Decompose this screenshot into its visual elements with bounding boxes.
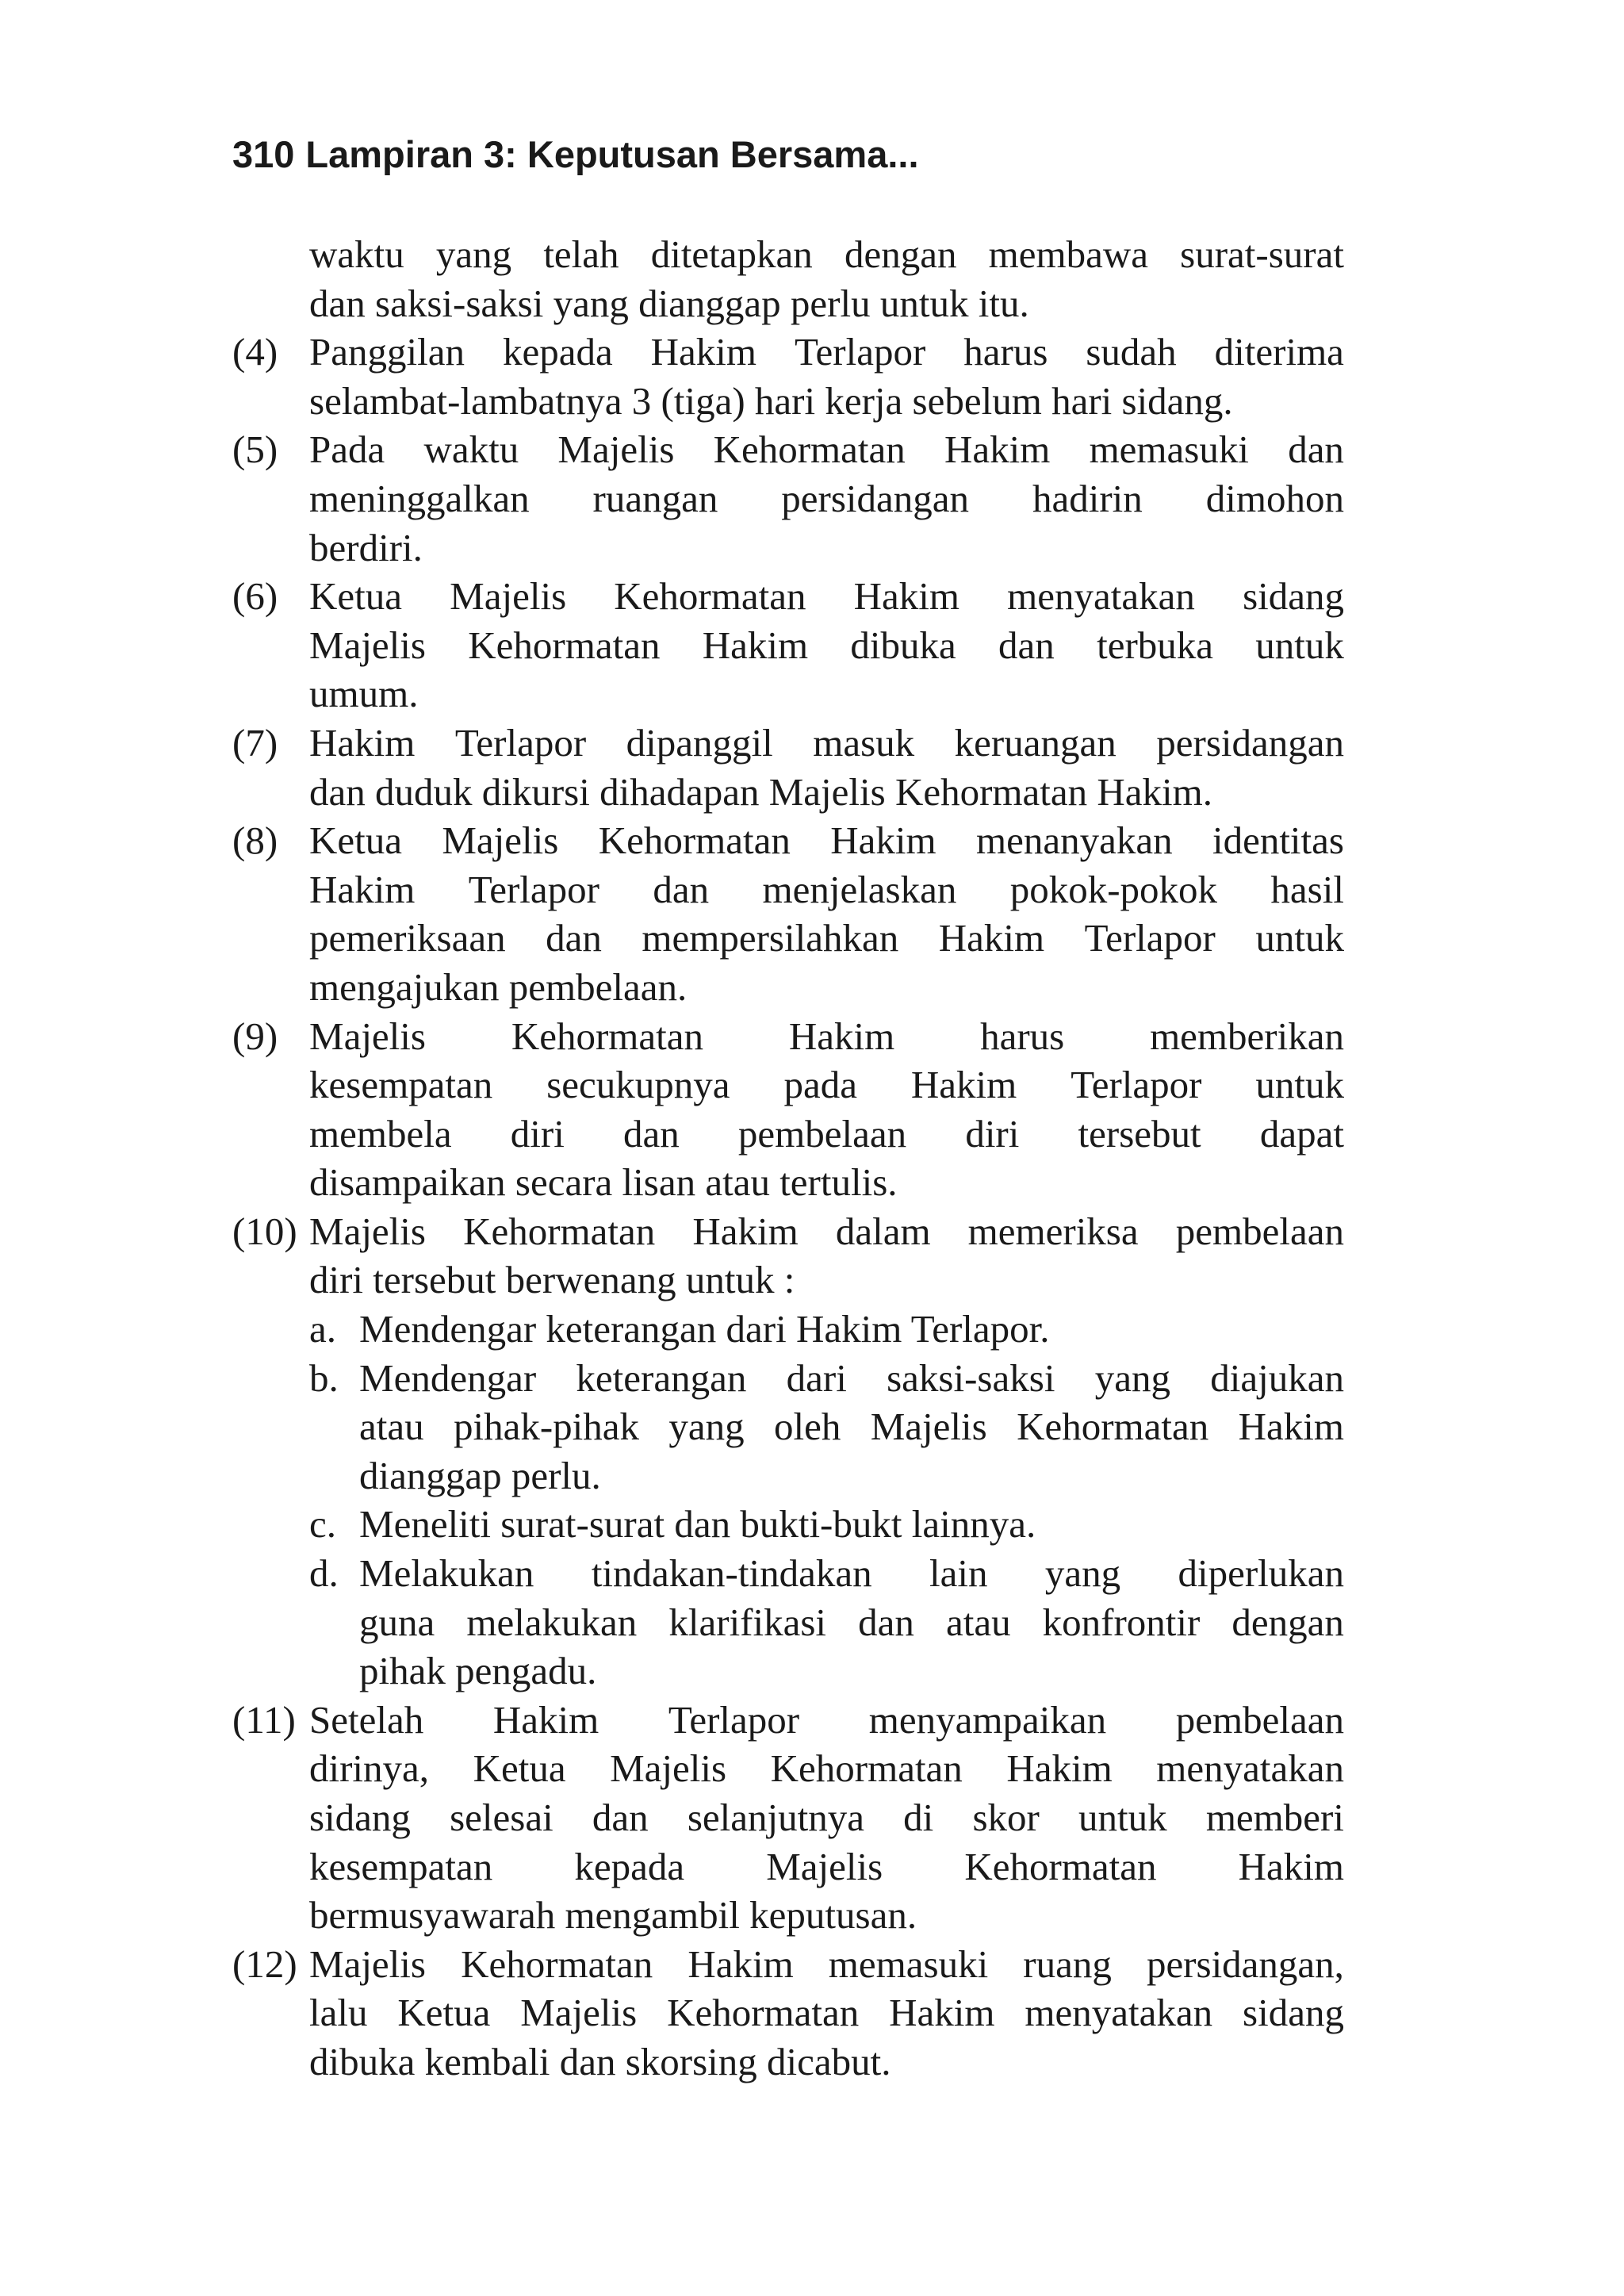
text-line: pihak pengadu. [359, 1649, 597, 1693]
word: dengan [844, 232, 957, 276]
word: Hakim [1238, 1405, 1344, 1449]
word: Hakim [692, 1209, 799, 1253]
word: dapat [1259, 1111, 1344, 1156]
paragraph-7 [232, 719, 1344, 816]
text-line [232, 1060, 1344, 1110]
word: waktu [423, 427, 519, 472]
text-line: umum. [309, 672, 419, 716]
running-title: Lampiran 3: Keputusan Bersama... [305, 133, 919, 175]
word: Terlapor [468, 867, 599, 911]
paragraph-number: (4) [232, 330, 278, 374]
paragraph-4 [232, 328, 1344, 425]
word: Ketua [473, 1746, 566, 1791]
text-line: selambat-lambatnya 3 (tiga) hari kerja sebelum hari sidang. [309, 378, 1233, 423]
word: ruang [1023, 1941, 1112, 1986]
subitem-b [232, 1354, 1344, 1501]
word: masuk [813, 720, 915, 765]
word: yang [1044, 1551, 1121, 1596]
subitem-a [232, 1305, 1344, 1354]
word: Hakim [853, 574, 960, 619]
word: dalam [835, 1209, 931, 1253]
word: Hakim [688, 1941, 794, 1986]
subitem-letter: d. [309, 1551, 339, 1596]
word: Hakim [492, 1697, 599, 1742]
word: pada [783, 1063, 857, 1107]
word: keterangan [576, 1355, 747, 1400]
word: Kehormatan [667, 1991, 860, 2035]
word: Majelis [557, 427, 675, 472]
paragraph-number: (12) [232, 1941, 297, 1986]
word: skor [972, 1796, 1040, 1839]
word: yang [668, 1405, 745, 1449]
word: selanjutnya [687, 1796, 864, 1839]
word: pokok-pokok [1009, 867, 1218, 911]
word: memasuki [828, 1941, 989, 1986]
subitem-d [232, 1549, 1344, 1696]
word: Majelis [870, 1405, 987, 1449]
word: atau [359, 1405, 424, 1449]
text-line [232, 719, 1344, 768]
word: yang [435, 232, 512, 276]
word: pembelaan [737, 1111, 907, 1156]
paragraph-number: (11) [232, 1697, 296, 1742]
word: dari [786, 1355, 847, 1400]
paragraph-10 [232, 1207, 1344, 1696]
word: persidangan [1156, 720, 1344, 765]
text-line: dan saksi-saksi yang dianggap perlu untuk itu. [309, 281, 1029, 325]
word: dan [592, 1796, 649, 1839]
word: Ketua [309, 818, 402, 863]
word: ruangan [592, 476, 718, 520]
word: diajukan [1210, 1355, 1344, 1400]
paragraph-continuation [232, 230, 1344, 328]
word: ditetapkan [650, 232, 813, 276]
word: untuk [1255, 623, 1344, 667]
word: keruangan [954, 720, 1116, 765]
page-number: 310 [232, 133, 295, 175]
word: Ketua [397, 1991, 491, 2035]
word: klarifikasi [668, 1600, 827, 1644]
word: memasuki [1089, 427, 1249, 472]
word: harus [980, 1014, 1065, 1058]
word: kepada [502, 330, 613, 374]
word: Hakim [702, 623, 809, 667]
word: konfrontir [1042, 1600, 1201, 1644]
word: Majelis [309, 623, 426, 667]
text-line: mengajukan pembelaan. [309, 964, 688, 1009]
word: Melakukan [359, 1551, 534, 1596]
word: membawa [988, 232, 1148, 276]
text-line [232, 1354, 1344, 1403]
subitem-c [232, 1500, 1344, 1549]
paragraph-6 [232, 572, 1344, 719]
word: Majelis [520, 1991, 638, 2035]
word: dan [546, 916, 602, 960]
word: memberikan [1150, 1014, 1344, 1058]
word: guna [359, 1600, 435, 1644]
word: Majelis [309, 1941, 426, 1986]
word: dirinya, [309, 1746, 430, 1791]
word: Hakim [309, 720, 416, 765]
word: dipanggil [626, 720, 773, 765]
word: pembelaan [1175, 1209, 1344, 1253]
word: pemeriksaan [309, 916, 506, 960]
word: dimohon [1205, 476, 1344, 520]
text-line: dibuka kembali dan skorsing dicabut. [309, 2039, 891, 2083]
word: Kehormatan [468, 623, 661, 667]
word: Terlapor [668, 1697, 800, 1742]
text-line [232, 1988, 1344, 2037]
word: Hakim [1238, 1844, 1344, 1888]
paragraph-12 [232, 1940, 1344, 2087]
word: melakukan [466, 1600, 638, 1644]
text-line [232, 1744, 1344, 1793]
word: waktu [309, 232, 404, 276]
text-line: berdiri. [309, 525, 423, 569]
text-line [232, 1940, 1344, 1989]
word: hasil [1270, 867, 1344, 911]
word: harus [963, 330, 1048, 374]
paragraph-9 [232, 1012, 1344, 1207]
word: memeriksa [967, 1209, 1139, 1253]
paragraph-11 [232, 1696, 1344, 1940]
paragraph-number: (10) [232, 1209, 297, 1253]
word: Kehormatan [1017, 1405, 1209, 1449]
word: Hakim [650, 330, 757, 374]
word: Terlapor [795, 330, 926, 374]
word: Majelis [442, 818, 559, 863]
word: sudah [1086, 330, 1177, 374]
word: dan [858, 1600, 914, 1644]
text-line [232, 1012, 1344, 1061]
word: Kehormatan [511, 1014, 704, 1058]
word: Kehormatan [770, 1746, 963, 1791]
word: untuk [1255, 916, 1344, 960]
word: Majelis [309, 1014, 426, 1058]
text-line [232, 1598, 1344, 1647]
text-line [232, 1696, 1344, 1745]
text-line: Meneliti surat-surat dan bukti-bukt lainnya. [359, 1502, 1036, 1547]
word: surat-surat [1180, 232, 1344, 276]
subitem-letter: b. [309, 1355, 339, 1400]
word: Hakim [889, 1991, 995, 2035]
word: kesempatan [309, 1844, 493, 1888]
word: telah [543, 232, 619, 276]
word: sidang [309, 1796, 411, 1839]
word: dan [653, 867, 710, 911]
word: Kehormatan [463, 1209, 656, 1253]
word: Hakim [830, 818, 936, 863]
word: sidang [1243, 574, 1344, 619]
word: Hakim [1006, 1746, 1113, 1791]
word: Hakim [910, 1063, 1017, 1107]
word: Setelah [309, 1697, 424, 1742]
word: selesai [450, 1796, 553, 1839]
word: saksi-saksi [887, 1355, 1055, 1400]
word: Pada [309, 427, 385, 472]
text-line [232, 572, 1344, 621]
text-line [232, 1207, 1344, 1256]
word: Majelis [309, 1209, 426, 1253]
text-line: disampaikan secara lisan atau tertulis. [309, 1160, 898, 1205]
text-line [232, 1549, 1344, 1598]
text-line [232, 816, 1344, 865]
word: persidangan [781, 476, 970, 520]
word: dengan [1231, 1600, 1344, 1644]
word: menyatakan [1025, 1991, 1213, 2035]
word: oleh [774, 1405, 841, 1449]
text-line [232, 474, 1344, 523]
subitem-letter: c. [309, 1502, 336, 1547]
word: menyampaikan [868, 1697, 1107, 1742]
word: Hakim [938, 916, 1045, 960]
word: Kehormatan [461, 1941, 653, 1986]
word: memberi [1205, 1796, 1344, 1839]
text-line: bermusyawarah mengambil keputusan. [309, 1893, 917, 1938]
text-line [232, 1110, 1344, 1159]
word: Terlapor [1071, 1063, 1202, 1107]
word: meninggalkan [309, 476, 530, 520]
word: diterima [1214, 330, 1344, 374]
word: Ketua [309, 574, 402, 619]
word: menanyakan [975, 818, 1173, 863]
word: menyatakan [1156, 1746, 1344, 1791]
word: kepada [574, 1844, 685, 1888]
word: Kehormatan [713, 427, 906, 472]
word: dan [1288, 427, 1344, 472]
word: Kehormatan [614, 574, 806, 619]
word: Panggilan [309, 330, 465, 374]
text-line [232, 865, 1344, 914]
running-header [232, 127, 919, 182]
text-line [232, 230, 1344, 279]
word: sidang [1243, 1991, 1344, 2035]
word: mempersilahkan [642, 916, 899, 960]
text-line [232, 1402, 1344, 1451]
paragraph-number: (5) [232, 427, 278, 472]
paragraph-number: (6) [232, 574, 278, 619]
word: secukupnya [546, 1063, 730, 1107]
text-line: dan duduk dikursi dihadapan Majelis Kehormatan Hakim. [309, 769, 1212, 814]
word: di [903, 1796, 934, 1839]
word: terbuka [1097, 623, 1214, 667]
word: Hakim [944, 427, 1051, 472]
subitem-letter: a. [309, 1307, 336, 1351]
word: membela [309, 1111, 452, 1156]
word: menyatakan [1007, 574, 1195, 619]
paragraph-5 [232, 425, 1344, 572]
paragraph-number: (9) [232, 1014, 278, 1058]
word: yang [1094, 1355, 1170, 1400]
word: Terlapor [1084, 916, 1216, 960]
text-line: dianggap perlu. [359, 1453, 601, 1497]
word: untuk [1078, 1796, 1167, 1839]
word: diperlukan [1178, 1551, 1344, 1596]
text-line [232, 1793, 1344, 1842]
text-line [232, 328, 1344, 377]
word: tindakan-tindakan [591, 1551, 872, 1596]
word: diri [965, 1111, 1020, 1156]
word: lain [929, 1551, 988, 1596]
word: Majelis [450, 574, 567, 619]
word: untuk [1255, 1063, 1344, 1107]
word: dibuka [850, 623, 956, 667]
word: dan [998, 623, 1055, 667]
text-line [232, 914, 1344, 963]
text-line [232, 425, 1344, 474]
word: Mendengar [359, 1355, 537, 1400]
word: Kehormatan [964, 1844, 1157, 1888]
paragraph-8 [232, 816, 1344, 1011]
word: persidangan, [1146, 1941, 1344, 1986]
word: menjelaskan [762, 867, 957, 911]
word: hadirin [1032, 476, 1143, 520]
text-line: Mendengar keterangan dari Hakim Terlapor. [359, 1307, 1050, 1351]
word: Majelis [766, 1844, 883, 1888]
word: pihak-pihak [453, 1405, 640, 1449]
word: Kehormatan [598, 818, 791, 863]
text-line: diri tersebut berwenang untuk : [309, 1258, 795, 1302]
word: Terlapor [454, 720, 587, 765]
paragraph-number: (7) [232, 720, 278, 765]
word: Hakim [788, 1014, 895, 1058]
text-line [232, 1842, 1344, 1892]
word: identitas [1212, 818, 1344, 863]
word: pembelaan [1175, 1697, 1344, 1742]
word: lalu [309, 1991, 368, 2035]
word: Majelis [610, 1746, 727, 1791]
word: kesempatan [309, 1063, 493, 1107]
word: dan [622, 1111, 680, 1156]
word: tersebut [1078, 1111, 1201, 1156]
text-line [232, 621, 1344, 670]
word: diri [510, 1111, 565, 1156]
paragraph-number: (8) [232, 818, 278, 863]
word: Hakim [309, 867, 416, 911]
document-body [232, 230, 1344, 2087]
word: atau [945, 1600, 1011, 1644]
